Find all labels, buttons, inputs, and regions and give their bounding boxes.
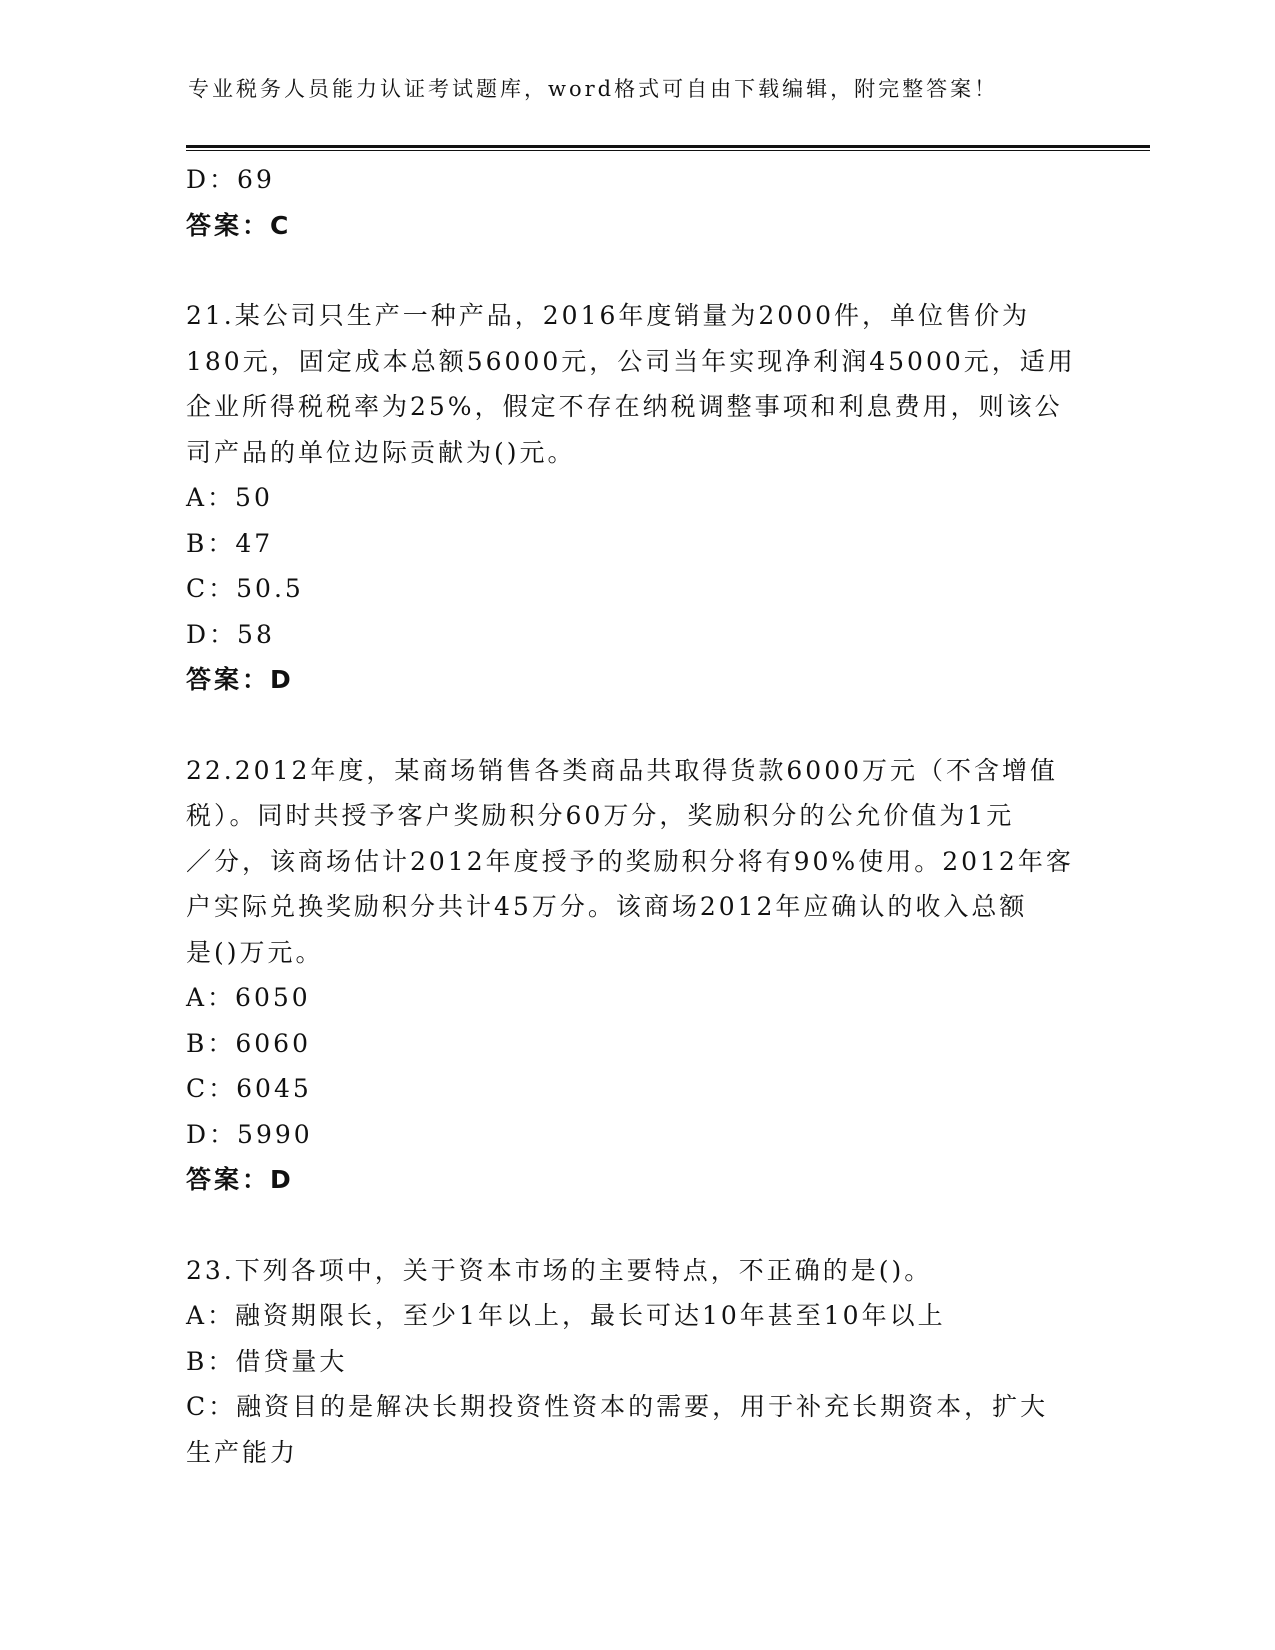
document-body xyxy=(186,157,1086,1475)
question-stem-line: 司产品的单位边际贡献为()元。 xyxy=(186,437,576,467)
page-header: 专业税务人员能力认证考试题库，word格式可自由下载编辑，附完整答案！ xyxy=(188,77,999,101)
option-a: A：50 xyxy=(186,483,273,512)
option-b: B：6060 xyxy=(186,1028,311,1058)
answer-line: 答案：C xyxy=(186,210,292,240)
question-stem-line: 户实际兑换奖励积分共计45万分。该商场2012年应确认的收入总额 xyxy=(186,892,1028,921)
question-stem-line: 23.下列各项中，关于资本市场的主要特点，不正确的是()。 xyxy=(186,1255,933,1285)
option-d: D：5990 xyxy=(186,1119,313,1149)
option-c: C：50.5 xyxy=(186,574,304,603)
question-stem-line: 税）。同时共授予客户奖励积分60万分，奖励积分的公允价值为1元 xyxy=(186,801,1015,830)
header-rule-thick xyxy=(186,145,1150,148)
option-d: D：69 xyxy=(186,165,275,194)
question-22 xyxy=(186,748,1086,1203)
question-23 xyxy=(186,1248,1086,1476)
question-21 xyxy=(186,293,1086,703)
question-stem-line: 180元，固定成本总额56000元，公司当年实现净利润45000元，适用 xyxy=(186,346,1076,376)
option-d: D：58 xyxy=(186,619,275,649)
question-stem-line: 企业所得税税率为25%，假定不存在纳税调整事项和利息费用，则该公 xyxy=(186,392,1063,421)
question-stem-line: ／分，该商场估计2012年度授予的奖励积分将有90%使用。2012年客 xyxy=(186,846,1074,876)
question-stem-line: 21.某公司只生产一种产品，2016年度销量为2000件，单位售价为 xyxy=(186,301,1031,330)
answer-line: 答案：D xyxy=(186,665,294,694)
option-c-continuation: 生产能力 xyxy=(186,1437,299,1467)
answer-line: 答案：D xyxy=(186,1165,294,1194)
option-b: B：47 xyxy=(186,528,274,558)
question-stem-line: 是()万元。 xyxy=(186,937,324,967)
question-stem-line: 22.2012年度，某商场销售各类商品共取得货款6000万元（不含增值 xyxy=(186,755,1059,785)
previous-question-tail xyxy=(186,157,1086,248)
option-a: A：6050 xyxy=(186,983,311,1012)
header-rule-thin xyxy=(186,150,1150,151)
option-b: B：借贷量大 xyxy=(186,1346,348,1376)
option-c: C：融资目的是解决长期投资性资本的需要，用于补充长期资本，扩大 xyxy=(186,1392,1049,1421)
option-a: A：融资期限长，至少1年以上，最长可达10年甚至10年以上 xyxy=(186,1301,946,1330)
option-c: C：6045 xyxy=(186,1074,312,1103)
